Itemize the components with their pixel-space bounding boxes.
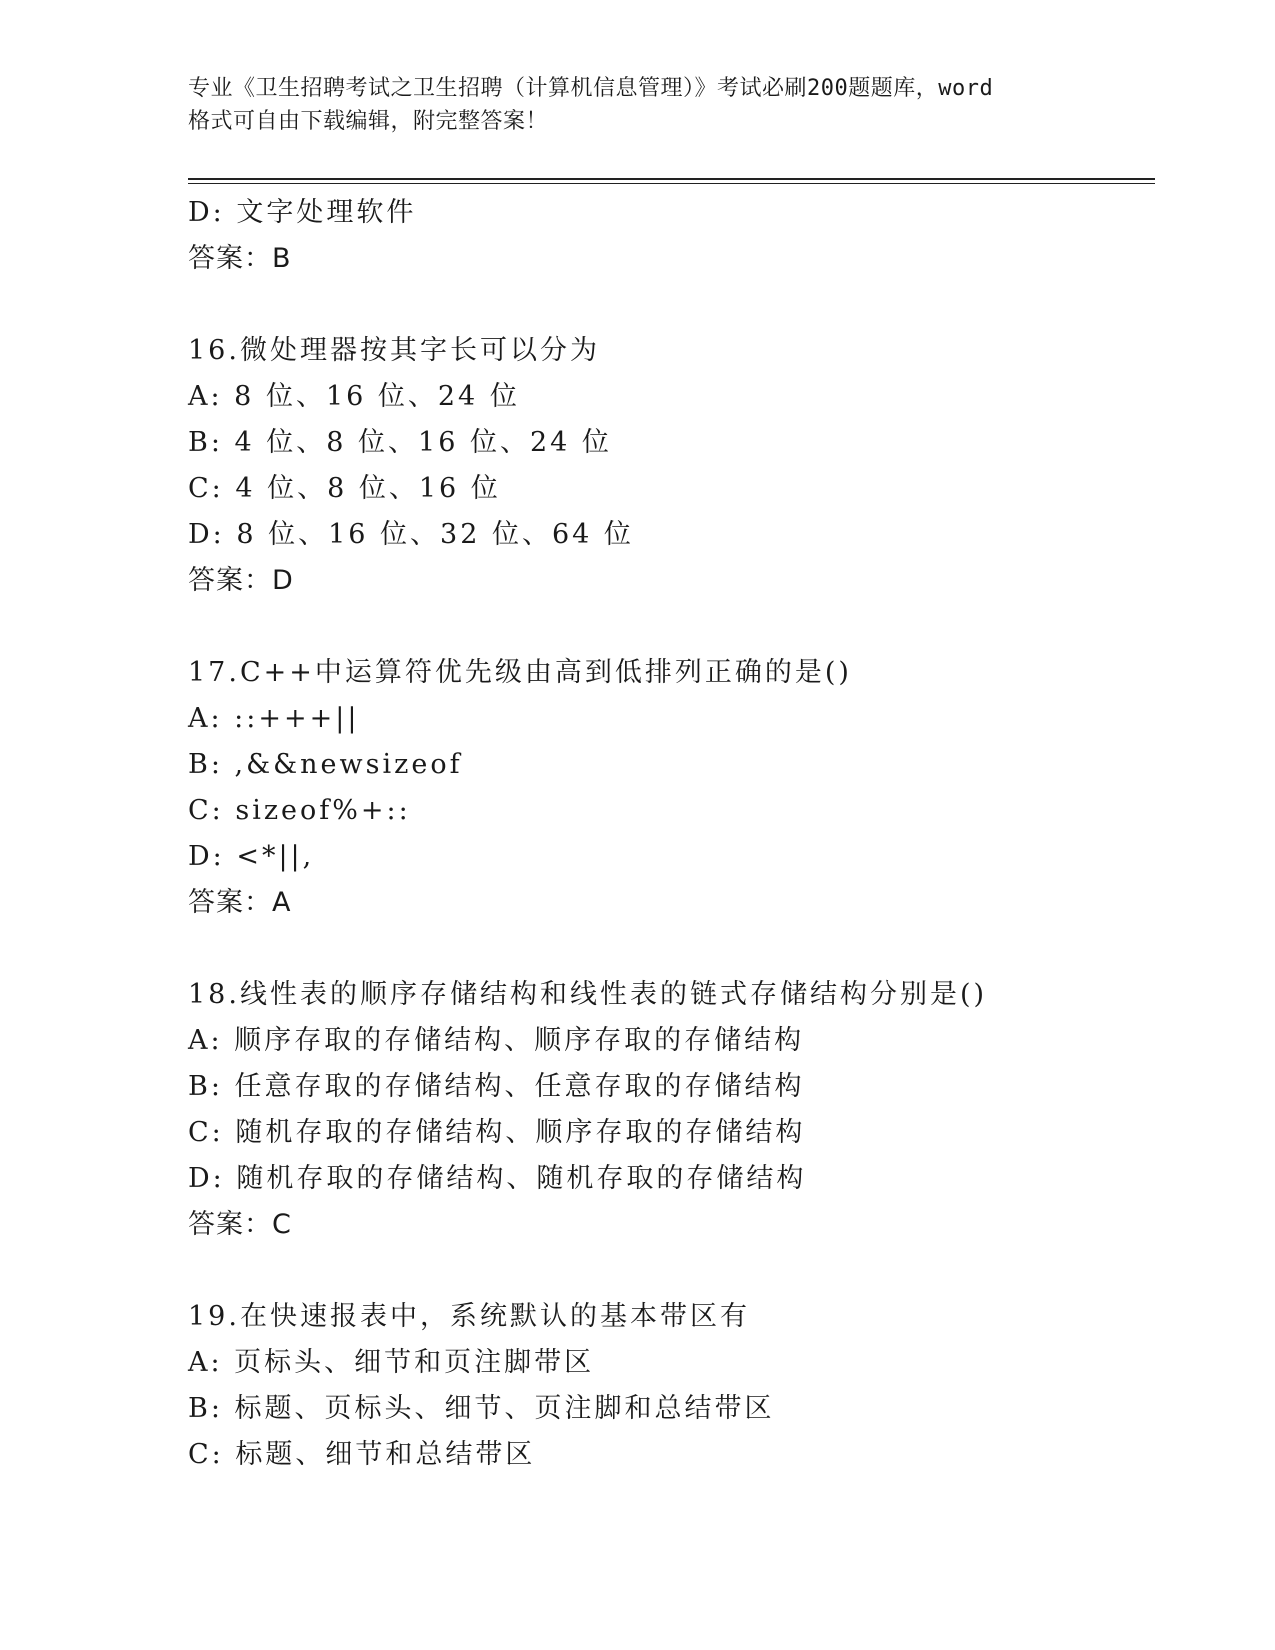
header-title-line-1: 专业《卫生招聘考试之卫生招聘（计算机信息管理）》考试必刷200题题库，word (188, 76, 994, 101)
option-a: A: 8 位、16 位、24 位 (188, 381, 520, 412)
option-c: C: 4 位、8 位、16 位 (188, 473, 501, 504)
question-stem: 18.线性表的顺序存储结构和线性表的链式存储结构分别是() (188, 979, 988, 1010)
question-stem: 16.微处理器按其字长可以分为 (188, 335, 600, 366)
question-stem: 17.C++中运算符优先级由高到低排列正确的是() (188, 657, 852, 688)
option-b: B: 标题、页标头、细节、页注脚和总结带区 (188, 1393, 775, 1424)
question-18 (188, 972, 1155, 1248)
answer-line: 答案：B (188, 243, 292, 274)
previous-question-tail (188, 190, 1155, 282)
question-list (188, 190, 1155, 1478)
option-c: C: 标题、细节和总结带区 (188, 1439, 536, 1470)
spacer (188, 282, 1155, 328)
document-header (188, 72, 1088, 138)
header-divider-thick (188, 178, 1155, 180)
option-d: D: 随机存取的存储结构、随机存取的存储结构 (188, 1163, 807, 1194)
spacer (188, 926, 1155, 972)
header-divider-thin (188, 183, 1155, 184)
option-d: D: 文字处理软件 (188, 197, 417, 228)
header-title-line-2: 格式可自由下载编辑，附完整答案！ (188, 109, 549, 134)
option-a: A: 页标头、细节和页注脚带区 (188, 1347, 595, 1378)
question-16 (188, 328, 1155, 604)
option-d: D: 8 位、16 位、32 位、64 位 (188, 519, 634, 550)
spacer (188, 604, 1155, 650)
option-a: A: 顺序存取的存储结构、顺序存取的存储结构 (188, 1025, 805, 1056)
option-d: D: <*||, (188, 841, 315, 872)
question-stem: 19.在快速报表中，系统默认的基本带区有 (188, 1301, 750, 1332)
option-b: B: 任意存取的存储结构、任意存取的存储结构 (188, 1071, 805, 1102)
answer-line: 答案：C (188, 1209, 292, 1240)
option-b: B: ,&&newsizeof (188, 749, 463, 780)
option-a: A: ::+++|| (188, 703, 360, 734)
spacer (188, 1248, 1155, 1294)
answer-line: 答案：A (188, 887, 292, 918)
option-c: C: sizeof%+:: (188, 795, 411, 826)
option-c: C: 随机存取的存储结构、顺序存取的存储结构 (188, 1117, 806, 1148)
option-b: B: 4 位、8 位、16 位、24 位 (188, 427, 612, 458)
answer-line: 答案：D (188, 565, 294, 596)
question-17 (188, 650, 1155, 926)
question-19 (188, 1294, 1155, 1478)
